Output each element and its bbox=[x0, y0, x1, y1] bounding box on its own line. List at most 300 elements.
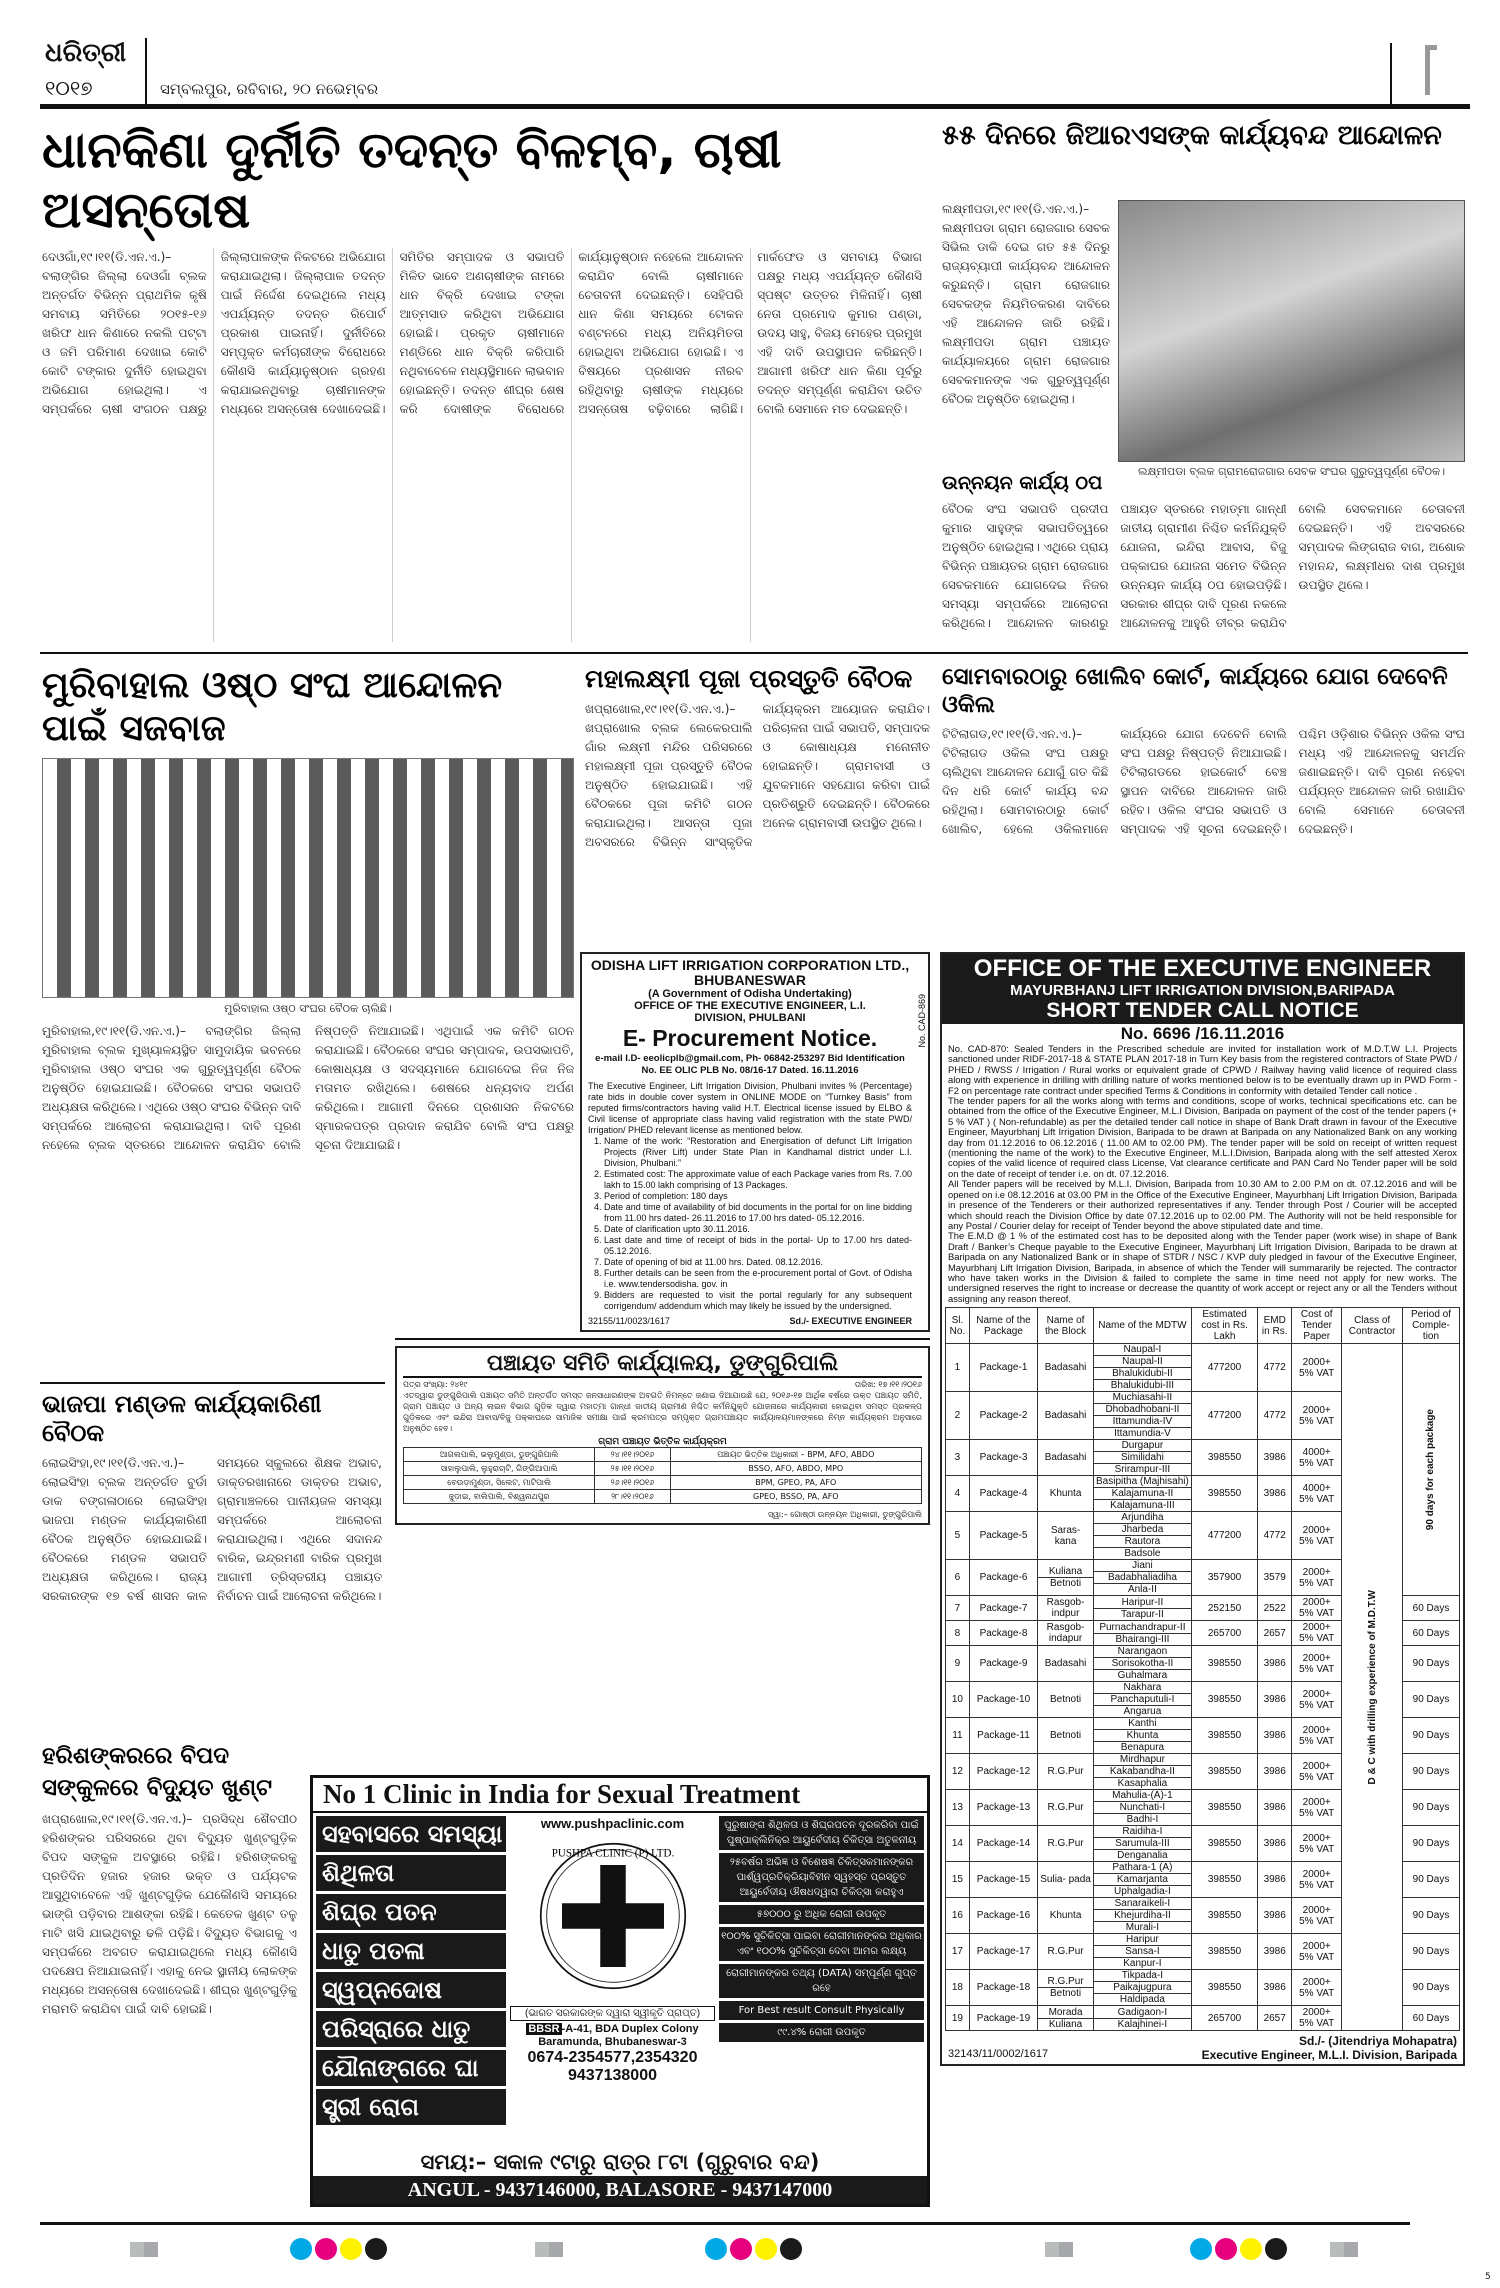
cell-sl: 8 bbox=[946, 1621, 970, 1646]
cell-sl: 7 bbox=[946, 1596, 970, 1621]
cell-paper: 2000+ 5% VAT bbox=[1292, 1934, 1342, 1970]
photo-caption-muribahal: ମୁରିବାହାଲ ଓଷ୍ଠ ସଂଘର ବୈଠକ ଚାଲିଛି। bbox=[224, 1002, 392, 1016]
clinic-headline: No 1 Clinic in India for Sexual Treatment bbox=[313, 1778, 927, 1813]
cell-mdtw bbox=[1094, 1826, 1192, 1862]
tender-paragraph: No. CAD-870: Sealed Tenders in the Prescribed schedule are invited for installation work of M.D.T.W L.I. Projects sanctioned under RIDF-2017-18 & STATE PLAN 2017-18 in Turn Key basis from the registered contractors of State PWD / PHED / RWSS / Irrigation / Rural works or equivalent grade of CPWD / Railway having valid licence of required class along with experience in drilling with drilling nature of works mentioned below is to be eventually drawn up in PWD Form - F2 on percentage rate contract under specified Terms & Conditions in conformity with detailed Tender call notice . bbox=[948, 1043, 1457, 1096]
table-cell: BSSO, AFO, ABDO, MPO bbox=[670, 1462, 921, 1476]
cell-block bbox=[1038, 1512, 1094, 1560]
mdtw-name: Mirdhapur bbox=[1119, 1754, 1165, 1766]
clinic-approved: (ଭାରତ ସରକାରଙ୍କ ଦ୍ୱାରା ସ୍ୱୀକୃତି ପ୍ରାପ୍ତ) bbox=[510, 2006, 715, 2021]
mdtw-name: Dhobadhobani-II bbox=[1094, 1403, 1191, 1415]
tender-paragraph: All Tender papers will be received by M.L.I. Division, Baripada from 10.30 AM to 2.00 P.M on dt. 07.12.2016 and will be opened on i.e 08.12.2016 at 03.00 PM in the Office of the Executive Engineer, Mayurbhanj Lift Irrigation Division, Baripada in presence of the Tenderers or their authorized representatives if any. Tender through Post / Courier will be accepted which should reach the Division Office by date 07.12.2016 up to 02.00 PM. The Authority will not be held responsible for any Postal / Courier delay for receipt of Tender beyond the above stipulated date and time. bbox=[948, 1178, 1457, 1231]
cell-emd: 4772 bbox=[1258, 1344, 1292, 1392]
cell-mdtw bbox=[1094, 1862, 1192, 1898]
mdtw-name: Haldipada bbox=[1094, 1993, 1191, 2005]
cell-block bbox=[1038, 1560, 1094, 1596]
cell-block bbox=[1038, 1862, 1094, 1898]
mdtw-name: Murali-I bbox=[1094, 1921, 1191, 1933]
yellow-dot bbox=[755, 2238, 777, 2260]
panchayat-body: ଏତଦ୍ୱାରା ଡୁଙ୍ଗୁରିପାଲି ପଞ୍ଚାୟତ ସମିତି ଅନ୍ତର୍ଗତ ସମସ୍ତ ଜନସାଧାରଣଙ୍କ ଅବଗତି ନିମନ୍ତେ ଜଣାଇ ଦିଆଯାଉଛି ଯେ, ୨୦୧୬-୧୭ ଆର୍ଥିକ ବର୍ଷରେ ଉକ୍ତ ପଞ୍ଚାୟତ ସମିତି, ଗ୍ରାମ ପଞ୍ଚାୟତ ଓ ଅନ୍ୟ ଲାଇନ ବିଭାଗ ଗୁଡ଼ିକ ଦ୍ୱାରା ମହାତ୍ମା ଗାନ୍ଧୀ ଜାତୀୟ ଗ୍ରାମୀଣ ନିଶ୍ଚିତ କର୍ମନିଯୁକ୍ତି ଯୋଜନାରେ କାର୍ଯ୍ୟକାରୀ ହୋଇଥିବା ସମସ୍ତ ପ୍ରକଳ୍ପ ଗୁଡ଼ିକରେ ଏବଂ ଇନ୍ଦିରା ଆବାସ/ବିଜୁ ପକ୍କାଘରେ ସାମାଜିକ ସମୀକ୍ଷା ପାଇଁ କ୍ରମପତ୍ର ସମ୍ପୃକ୍ତ ଗ୍ରାମପଞ୍ଚାୟତ କାର୍ଯ୍ୟାଳୟମାନଙ୍କରେ ନିମ୍ନ କାର୍ଯ୍ୟକ୍ରମ ଅନୁସାରେ ଅନୁଷ୍ଠିତ ହେବ। bbox=[403, 1391, 922, 1433]
mdtw-name: Benapura bbox=[1094, 1741, 1191, 1753]
cell-package: Package-19 bbox=[969, 2006, 1037, 2031]
mdtw-name: Paikajugpura bbox=[1094, 1981, 1191, 1993]
cell-package: Package-8 bbox=[969, 1621, 1037, 1646]
clinic-branches: ANGUL - 9437146000, BALASORE - 9437147000 bbox=[313, 2176, 927, 2204]
story-paddy bbox=[42, 120, 922, 642]
cell-mdtw bbox=[1094, 1934, 1192, 1970]
tender-designation: Executive Engineer, M.L.I. Division, Baripada bbox=[1201, 2048, 1457, 2063]
cell-package: Package-3 bbox=[969, 1440, 1037, 1476]
table-header: Name of the Block bbox=[1038, 1308, 1094, 1344]
block-name: R.G.Pur bbox=[1047, 1766, 1084, 1778]
table-cell: ବେଉଡ଼ାମୁଣ୍ଡା, ସିଲେଟ, ମାଟିପାଲି bbox=[404, 1476, 595, 1490]
yellow-dot bbox=[1240, 2238, 1262, 2260]
clinic-right-list bbox=[719, 1816, 924, 2146]
cell-paper: 2000+ 5% VAT bbox=[1292, 1512, 1342, 1560]
story-grs-left-column bbox=[942, 200, 1110, 495]
headline-muribahal: ମୁରିବାହାଲ ଓଷ୍ଠ ସଂଘ ଆନ୍ଦୋଳନ ପାଇଁ ସଜବାଜ bbox=[42, 665, 503, 750]
mdtw-name: Naupal-II bbox=[1094, 1355, 1191, 1367]
cyan-dot bbox=[705, 2238, 727, 2260]
cell-cost: 398550 bbox=[1191, 1440, 1257, 1476]
cell-cost: 477200 bbox=[1191, 1344, 1257, 1392]
mdtw-name: Pathara-1 (A) bbox=[1112, 1862, 1173, 1874]
mdtw-name: Ittamundia-IV bbox=[1094, 1415, 1191, 1427]
cell-period: 60 Days bbox=[1402, 2006, 1459, 2031]
mdtw-name: Sorisokotha-II bbox=[1094, 1657, 1191, 1669]
block-name: Rasgob- indpur bbox=[1046, 1597, 1085, 1620]
clinic-mobile: 9437138000 bbox=[568, 2067, 657, 2084]
black-dot bbox=[1265, 2238, 1287, 2260]
mdtw-name: Naupal-I bbox=[1123, 1344, 1162, 1356]
cell-emd: 2657 bbox=[1258, 1621, 1292, 1646]
mdtw-name: Kalajhinei-I bbox=[1094, 2018, 1191, 2030]
mdtw-name: Purnachandrapur-II bbox=[1099, 1621, 1186, 1633]
clinic-condition: ଶିଘ୍ର ପତନ bbox=[316, 1894, 506, 1930]
story-bjp bbox=[42, 1390, 382, 1720]
story-harishankar bbox=[42, 1740, 297, 2205]
cell-sl: 12 bbox=[946, 1754, 970, 1790]
registration-mark bbox=[535, 2242, 563, 2257]
tender-paragraph: The E.M.D @ 1 % of the estimated cost has to be deposited along with the Tender paper (work wise) in shape of Bank Draft / Banker’s Cheque payable to the Executive Engineer, Mayurbhanj Lift Irrigation Division, Baripada to be drawn at Baripada on any Nationalized Bank or in shape of STDR / NSC / KVP duly pledged in favour of the Executive Engineer, Mayurbhanj Lift Irrigation Division, Baripada, in absence of which the Tender will summararily be rejected. The contractor who have taken works in the Division & failed to complete the same in time need not apply for new works. The undersigned reserves the right to increase or decrease the quantity of work accept or reject any or all the Tenders without assigning any reason thereof. bbox=[948, 1230, 1457, 1304]
block-name: Betnoti bbox=[1038, 1987, 1093, 1999]
mdtw-name: Mahulia-(A)-1 bbox=[1112, 1790, 1173, 1802]
clinic-website: www.pushpaclinic.com bbox=[540, 1816, 685, 1831]
table-header: Name of the MDTW bbox=[1094, 1308, 1192, 1344]
cell-period: 90 Days bbox=[1402, 1826, 1459, 1862]
cell-mdtw bbox=[1094, 1512, 1192, 1560]
headline-harishankar-text: ହରିଶଙ୍କରରେ ବିପଦ ସଙ୍କୁଳରେ ବିଦ୍ୟୁତ ଖୁଣ୍ଟ bbox=[42, 1743, 273, 1801]
eproc-office: OFFICE OF THE EXECUTIVE ENGINEER, L.I. DIVISION, PHULBANI bbox=[634, 1000, 866, 1024]
panchayat-table bbox=[403, 1447, 922, 1504]
block-name: Badasahi bbox=[1044, 1410, 1087, 1422]
page-corner-mark bbox=[1425, 45, 1437, 95]
clinic-city-tag: BBSR bbox=[528, 2023, 560, 2035]
mdtw-name: Khunta bbox=[1094, 1729, 1191, 1741]
clinic-claim: ୯୯.୪% ରୋଗୀ ଉପକୃତ bbox=[719, 2023, 924, 2042]
black-dot bbox=[780, 2238, 802, 2260]
block-name: R.G.Pur bbox=[1047, 1838, 1084, 1850]
cell-sl: 13 bbox=[946, 1790, 970, 1826]
cell-mdtw bbox=[1094, 1646, 1192, 1682]
table-cell: ସାହାଲୁପାଲି, ଲୁହୁରାଚାଟି, ଗିଙ୍ଗିଆପାଲି bbox=[404, 1462, 595, 1476]
story-muribahal-body: ମୁରିବାହାଲ,୧୯।୧୧(ଡି.ଏନ.ଏ.)– ବଲାଙ୍ଗିର ଜିଲ୍ଲା ମୁରିବାହାଲ ବ୍ଲକ ମୁଖ୍ୟାଳୟସ୍ଥିତ ସାମୁଦାୟିକ ଭବନରେ ମୁରିବାହାଲ ଓଷ୍ଠ ସଂଘର ଏକ ଗୁରୁତ୍ୱପୂର୍ଣ୍ଣ ବୈଠକ ଅନୁଷ୍ଠିତ ହୋଇଯାଇଛି। ବୈଠକରେ ସଂଘର ସଭାପତି ଅଧ୍ୟକ୍ଷତା କରିଥିଲେ। ଏଥିରେ ଓଷ୍ଠ ସଂଘର ବିଭିନ୍ନ ଦାବି ସମ୍ପର୍କରେ ଆଲୋଚନା କରାଯାଇଥିଲା। ଦାବି ପୂରଣ ନହେଲେ ବ୍ଲକ ସ୍ତରରେ ଆନ୍ଦୋଳନ କରାଯିବ ବୋଲି ନିଷ୍ପତ୍ତି ନିଆଯାଇଛି। ଏଥିପାଇଁ ଏକ କମିଟି ଗଠନ କରାଯାଇଛି। ବୈଠକରେ ସଂଘର ସମ୍ପାଦକ, ଉପସଭାପତି, କୋଷାଧ୍ୟକ୍ଷ ଓ ସଦସ୍ୟମାନେ ଯୋଗଦେଇ ନିଜ ନିଜ ମତାମତ ରଖିଥିଲେ। ଶେଷରେ ଧନ୍ୟବାଦ ଅର୍ପଣ କରିଥିଲେ। ଆଗାମୀ ଦିନରେ ପ୍ରଶାସନ ନିକଟରେ ସ୍ମାରକପତ୍ର ପ୍ରଦାନ କରାଯିବ ବୋଲି ସଂଘ ପକ୍ଷରୁ ସୂଚନା ଦିଆଯାଇଛି। bbox=[42, 1024, 574, 1153]
cell-block bbox=[1038, 1898, 1094, 1934]
cell-sl: 17 bbox=[946, 1934, 970, 1970]
cell-mdtw bbox=[1094, 1790, 1192, 1826]
clinic-phones: 0674-2354577,2354320 bbox=[527, 2049, 698, 2066]
tender-header bbox=[942, 954, 1463, 1024]
cell-paper: 2000+ 5% VAT bbox=[1292, 1862, 1342, 1898]
table-cell: ୨୪।୧୧।୨୦୧୬ bbox=[595, 1448, 670, 1462]
cell-paper: 2000+ 5% VAT bbox=[1292, 1560, 1342, 1596]
table-cell: BPM, GPEO, PA, AFO bbox=[670, 1476, 921, 1490]
headline-court: ସୋମବାରଠାରୁ ଖୋଲିବ କୋର୍ଟ, କାର୍ଯ୍ୟରେ ଯୋଗ ଦେବେନି ଓକିଲ bbox=[942, 664, 1448, 718]
mdtw-name: Sanaraikeli-I bbox=[1114, 1898, 1171, 1910]
clinic-logo-text: PUSHPA CLINIC (P) LTD. bbox=[551, 1847, 674, 1860]
cell-cost: 398550 bbox=[1191, 1646, 1257, 1682]
mdtw-name: Kamarjanta bbox=[1094, 1873, 1191, 1885]
magenta-dot bbox=[1215, 2238, 1237, 2260]
black-dot bbox=[365, 2238, 387, 2260]
cell-paper: 2000+ 5% VAT bbox=[1292, 1621, 1342, 1646]
cell-package: Package-10 bbox=[969, 1682, 1037, 1718]
paper-logo: ଧରିତ୍ରୀ bbox=[45, 38, 127, 68]
cell-cost: 477200 bbox=[1191, 1392, 1257, 1440]
photo-grs-meeting bbox=[1118, 200, 1465, 462]
panchayat-letter-no: ପତ୍ର ସଂଖ୍ୟା: ୨୪୧୯ bbox=[403, 1380, 468, 1389]
cell-period: 60 Days bbox=[1402, 1621, 1459, 1646]
block-name: Kuliana bbox=[1048, 1566, 1083, 1578]
cell-period: 60 Days bbox=[1402, 1596, 1459, 1621]
mdtw-name: Sansa-I bbox=[1094, 1945, 1191, 1957]
table-header: Sl. No. bbox=[946, 1308, 970, 1344]
tender-sign: Sd./- (Jitendriya Mohapatra) bbox=[1298, 2034, 1457, 2049]
cell-paper: 2000+ 5% VAT bbox=[1292, 1682, 1342, 1718]
cell-package: Package-6 bbox=[969, 1560, 1037, 1596]
cell-mdtw bbox=[1094, 1682, 1192, 1718]
table-cell: ପଞ୍ଚାୟତ ଭିତ୍ତିକ ଅଧିକାରୀ – BPM, AFO, ABDO bbox=[670, 1448, 921, 1462]
cyan-dot bbox=[1190, 2238, 1212, 2260]
mdtw-name: Badhi-I bbox=[1094, 1813, 1191, 1825]
block-name: Khunta bbox=[1049, 1910, 1082, 1922]
eproc-intro: The Executive Engineer, Lift Irrigation Division, Phulbani invites % (Percentage) rate bids in double cover system in ONLINE MODE on “Turnkey Basis” from reputed firms/contractors having valid H.T. Electrical license issued by ELBO & Civil license of appropriate class having valid registration with the state PWD/ Irrigation/ PHED relevant license as mentioned below. bbox=[588, 1081, 912, 1135]
block-name: Betnoti bbox=[1038, 1577, 1093, 1589]
mdtw-name: Anla-II bbox=[1094, 1583, 1191, 1595]
mdtw-name: Sarumula-III bbox=[1094, 1837, 1191, 1849]
table-header: Name of the Package bbox=[969, 1308, 1037, 1344]
cell-paper: 2000+ 5% VAT bbox=[1292, 1898, 1342, 1934]
tender-paragraphs bbox=[942, 1044, 1463, 1304]
table-row bbox=[946, 1344, 1460, 1392]
mdtw-name: Denganalia bbox=[1094, 1849, 1191, 1861]
cell-block bbox=[1038, 1646, 1094, 1682]
mdtw-name: Kakabandha-II bbox=[1094, 1765, 1191, 1777]
cell-package: Package-14 bbox=[969, 1826, 1037, 1862]
block-name: Betnoti bbox=[1049, 1730, 1082, 1742]
table-header: Cost of Tender Paper bbox=[1292, 1308, 1342, 1344]
cell-sl: 16 bbox=[946, 1898, 970, 1934]
cell-cost: 398550 bbox=[1191, 1790, 1257, 1826]
cell-sl: 14 bbox=[946, 1826, 970, 1862]
cell-emd: 2522 bbox=[1258, 1596, 1292, 1621]
tender-division: MAYURBHANJ LIFT IRRIGATION DIVISION,BARIPADA bbox=[1010, 982, 1395, 999]
clinic-condition: ସ୍ୱପ୍ନଦୋଷ bbox=[316, 1972, 506, 2008]
block-name: Saras- kana bbox=[1050, 1524, 1081, 1547]
mdtw-name: Guhalmara bbox=[1094, 1669, 1191, 1681]
story-court-body: ଟିଟିଲାଗଡ,୧୯।୧୧(ଡି.ଏନ.ଏ.)– ଟିଟିଲାଗଡ ଓକିଲ ସଂଘ ପକ୍ଷରୁ ଚାଲିଥିବା ଆନ୍ଦୋଳନ ଯୋଗୁଁ ଗତ କିଛି ଦିନ ଧରି କୋର୍ଟ କାର୍ଯ୍ୟ ବନ୍ଦ ରହିଥିଲା। ସୋମବାରଠାରୁ କୋର୍ଟ ଖୋଲିବ, ହେଲେ ଓକିଲମାନେ କାର୍ଯ୍ୟରେ ଯୋଗ ଦେବେନି ବୋଲି ସଂଘ ପକ୍ଷରୁ ନିଷ୍ପତ୍ତି ନିଆଯାଇଛି। ଟିଟିଲାଗଡରେ ହାଇକୋର୍ଟ ବେଞ୍ଚ ସ୍ଥାପନ ଦାବିରେ ଆନ୍ଦୋଳନ ଜାରି ରହିବ। ଓକିଲ ସଂଘର ସଭାପତି ଓ ସମ୍ପାଦକ ଏହି ସୂଚନା ଦେଇଛନ୍ତି। ପଶ୍ଚିମ ଓଡ଼ିଶାର ବିଭିନ୍ନ ଓକିଲ ସଂଘ ମଧ୍ୟ ଏହି ଆନ୍ଦୋଳନକୁ ସମର୍ଥନ ଜଣାଇଛନ୍ତି। ଦାବି ପୂରଣ ନହେବା ପର୍ଯ୍ୟନ୍ତ ଆନ୍ଦୋଳନ ଜାରି ରଖାଯିବ ବୋଲି ସେମାନେ ଚେତାବନୀ ଦେଇଛନ୍ତି। bbox=[942, 727, 1465, 837]
clinic-condition: ଶିଥିଳତା bbox=[316, 1855, 506, 1891]
cell-emd: 3986 bbox=[1258, 1476, 1292, 1512]
clinic-claim: ପୁରୁଷାଙ୍ଗ ଶିଥିଳତା ଓ ଶିଘ୍ରପତନ ଦୂରକରିବା ପାଇଁ ପୁଷ୍ପାକ୍ଲିନିକ୍‌ର ଆୟୁର୍ବେଦୀୟ ଚିକିତ୍ସା ଅତୁଳନୀୟ bbox=[719, 1816, 924, 1850]
mdtw-name: Badsole bbox=[1094, 1547, 1191, 1559]
story-bjp-body: ଲୋଇସିଂହା,୧୯।୧୧(ଡି.ଏନ.ଏ.)– ଲୋଇସିଂହା ବ୍ଲକ ଅନ୍ତର୍ଗତ ବୁର୍ଡା ଡାକ ବଙ୍ଗଳାଠାରେ ଲୋଇସିଂହା ଭାଜପା ମଣ୍ଡଳ କାର୍ଯ୍ୟକାରିଣୀ ବୈଠକ ଅନୁଷ୍ଠିତ ହୋଇଯାଇଛି। ବୈଠକରେ ମଣ୍ଡଳ ସଭାପତି ଅଧ୍ୟକ୍ଷତା କରିଥିଲେ। ରାଜ୍ୟ ସରକାରଙ୍କ ୧୭ ବର୍ଷ ଶାସନ କାଳ ସମୟରେ ସ୍କୁଲରେ ଶିକ୍ଷକ ଅଭାବ, ଡାକ୍ତରଖାନାରେ ଡାକ୍ତର ଅଭାବ, ଗ୍ରାମାଞ୍ଚଳରେ ପାନୀୟଜଳ ସମସ୍ୟା ସମ୍ପର୍କରେ ଆଲୋଚନା କରାଯାଇଥିଲା। ଏଥିରେ ସଦାନନ୍ଦ ବାରିକ, ଇନ୍ଦ୍ରମଣୀ ବାରିକ ପ୍ରମୁଖ ଆଗାମୀ ତ୍ରିସ୍ତରୀୟ ପଞ୍ଚାୟତ ନିର୍ବାଚନ ପାଇଁ ଆଲୋଚନା କରିଥିଲେ। bbox=[42, 1455, 382, 1603]
cell-sl: 4 bbox=[946, 1476, 970, 1512]
block-name: Badasahi bbox=[1044, 1362, 1087, 1374]
table-cell: GPEO, BSSO, PA, AFO bbox=[670, 1490, 921, 1504]
mdtw-name: Rautora bbox=[1094, 1535, 1191, 1547]
cell-block bbox=[1038, 1344, 1094, 1392]
tender-ref: 32143/11/0002/1617 bbox=[948, 2048, 1049, 2061]
table-cell: ୨୬।୧୧।୨୦୧୬ bbox=[595, 1476, 670, 1490]
cell-emd: 3986 bbox=[1258, 1682, 1292, 1718]
cell-block bbox=[1038, 1682, 1094, 1718]
mdtw-name: Jharbeda bbox=[1094, 1523, 1191, 1535]
registration-mark bbox=[1045, 2242, 1073, 2257]
cell-cost: 398550 bbox=[1191, 1934, 1257, 1970]
eprocurement-notice bbox=[580, 952, 930, 1332]
cell-block bbox=[1038, 1440, 1094, 1476]
mdtw-name: Nakhara bbox=[1123, 1682, 1162, 1694]
cell-cost: 398550 bbox=[1191, 1476, 1257, 1512]
cell-cost: 398550 bbox=[1191, 1718, 1257, 1754]
cell-paper: 2000+ 5% VAT bbox=[1292, 1718, 1342, 1754]
folio: 5 bbox=[1485, 2272, 1491, 2282]
table-header: Estimated cost in Rs. Lakh bbox=[1191, 1308, 1257, 1344]
tender-title: OFFICE OF THE EXECUTIVE ENGINEER bbox=[973, 955, 1432, 982]
clinic-claim: ୫୭୦୦୦ ରୁ ଅଧିକ ରୋଗୀ ଉପକୃତ bbox=[719, 1905, 924, 1924]
registration-mark bbox=[1330, 2242, 1358, 2257]
headline-harishankar bbox=[42, 1740, 297, 1804]
cell-mdtw bbox=[1094, 1970, 1192, 2006]
cell-sl: 19 bbox=[946, 2006, 970, 2031]
cell-cost: 252150 bbox=[1191, 1596, 1257, 1621]
page-number: ୧୦୧୭ bbox=[45, 76, 93, 100]
mdtw-name: Tikpada-I bbox=[1121, 1970, 1164, 1982]
clinic-advertisement bbox=[310, 1775, 930, 2207]
eproc-item: 5. Date of clarification upto 30.11.2016. bbox=[604, 1224, 912, 1235]
cell-sl: 11 bbox=[946, 1718, 970, 1754]
table-cell: ୨୫।୧୧।୨୦୧୬ bbox=[595, 1462, 670, 1476]
clinic-timing: ସମୟ:– ସକାଳ ୯ଟାରୁ ରାତ୍ର ୮ଟା (ଗୁରୁବାର ବନ୍ଦ) bbox=[420, 2150, 820, 2174]
mdtw-name: Haripur-II bbox=[1121, 1596, 1164, 1608]
cell-sl: 5 bbox=[946, 1512, 970, 1560]
cell-sl: 15 bbox=[946, 1862, 970, 1898]
mdtw-name: Gadigaon-I bbox=[1117, 2006, 1168, 2018]
block-name: Kuliana bbox=[1038, 2018, 1093, 2030]
mdtw-name: Haripur bbox=[1126, 1934, 1159, 1946]
cell-period: 90 Days bbox=[1402, 1718, 1459, 1754]
story-mahalaxmi-body: ଖପ୍ରାଖୋଲ,୧୯।୧୧(ଡି.ଏନ.ଏ.)– ଖପ୍ରାଖୋଲ ବ୍ଲକ ଲେକେରପାଲି ଗାଁର ଲକ୍ଷ୍ମୀ ମନ୍ଦିର ପରିସରରେ ମହାଲକ୍ଷ୍ମୀ ପୂଜା ପ୍ରସ୍ତୁତି ବୈଠକ ଅନୁଷ୍ଠିତ ହୋଇଯାଇଛି। ଏହି ବୈଠକରେ ପୂଜା କମିଟି ଗଠନ କରାଯାଇଥିଲା। ଆସନ୍ତା ପୂଜା ଅବସରରେ ବିଭିନ୍ନ ସାଂସ୍କୃତିକ କାର୍ଯ୍ୟକ୍ରମ ଆୟୋଜନ କରାଯିବ। ପରିଚାଳନା ପାଇଁ ସଭାପତି, ସମ୍ପାଦକ ଓ କୋଷାଧ୍ୟକ୍ଷ ମନୋନୀତ ହୋଇଛନ୍ତି। ଗ୍ରାମବାସୀ ଓ ଯୁବକମାନେ ସହଯୋଗ କରିବା ପାଇଁ ପ୍ରତିଶ୍ରୁତି ଦେଇଛନ୍ତି। ବୈଠକରେ ଅନେକ ଗ୍ରାମବାସୀ ଉପସ୍ଥିତ ଥିଲେ। bbox=[585, 702, 930, 849]
cmyk-dots bbox=[1190, 2238, 1290, 2264]
cell-mdtw bbox=[1094, 1344, 1192, 1392]
cmyk-dots bbox=[290, 2238, 390, 2264]
block-name: Rasgob- indapur bbox=[1046, 1622, 1085, 1645]
cell-period: 90 Days bbox=[1402, 1898, 1459, 1934]
cell-emd: 3986 bbox=[1258, 1862, 1292, 1898]
cell-cost: 398550 bbox=[1191, 1826, 1257, 1862]
table-cell: ଆଗଲପାଲି, ଭଲୁମୁଣ୍ଡା, ଡୁଙ୍ଗୁରିପାଲି bbox=[404, 1448, 595, 1462]
table-row bbox=[404, 1462, 922, 1476]
cell-package: Package-15 bbox=[969, 1862, 1037, 1898]
table-header: Class of Contractor bbox=[1342, 1308, 1403, 1344]
cell-mdtw bbox=[1094, 1440, 1192, 1476]
cell-package: Package-4 bbox=[969, 1476, 1037, 1512]
clinic-condition: ପରିସ୍ରାରେ ଧାତୁ bbox=[316, 2011, 506, 2047]
cell-block bbox=[1038, 1754, 1094, 1790]
table-header: Period of Comple- tion bbox=[1402, 1308, 1459, 1344]
clinic-condition: ଧାତୁ ପତଳା bbox=[316, 1933, 506, 1969]
mdtw-name: Muchiasahi-II bbox=[1112, 1392, 1173, 1404]
eproc-item: 1. Name of the work: “Restoration and Energisation of defunct Lift Irrigation Projects (River Lift) under State Plan in Kandhamal district under L.I. Division, Phulbani.” bbox=[604, 1136, 912, 1169]
story-court bbox=[942, 664, 1465, 946]
cell-emd: 3986 bbox=[1258, 1718, 1292, 1754]
clinic-center bbox=[510, 1816, 715, 2146]
block-name: R.G.Pur bbox=[1047, 1946, 1084, 1958]
clinic-cross-logo bbox=[528, 1831, 698, 2001]
eproc-item: 6. Last date and time of receipt of bids in the portal- Up to 17.00 hrs dated- 05.12.2016. bbox=[604, 1235, 912, 1257]
cell-sl: 18 bbox=[946, 1970, 970, 2006]
cell-paper: 2000+ 5% VAT bbox=[1292, 1596, 1342, 1621]
mdtw-name: Panchaputuli-I bbox=[1094, 1693, 1191, 1705]
mdtw-name: Khejurdiha-II bbox=[1094, 1909, 1191, 1921]
yellow-dot bbox=[340, 2238, 362, 2260]
cell-cost: 265700 bbox=[1191, 2006, 1257, 2031]
headline-paddy: ଧାନକିଣା ଦୁର୍ନୀତି ତଦନ୍ତ ବିଳମ୍ବ, ଚାଷୀ ଅସନ୍ତୋଷ bbox=[42, 121, 782, 239]
magenta-dot bbox=[730, 2238, 752, 2260]
eproc-item: 8. Further details can be seen from the e-procurement portal of Govt. of Odisha i.e. www.tendersodisha. gov. in bbox=[604, 1268, 912, 1290]
cell-paper: 2000+ 5% VAT bbox=[1292, 1826, 1342, 1862]
cell-mdtw bbox=[1094, 1718, 1192, 1754]
eproc-item: 4. Date and time of availability of bid documents in the portal for on line bidding from 11.00 hrs dated- 26.11.2016 to 17.00 hrs dated- 05.12.2016. bbox=[604, 1202, 912, 1224]
block-name: Betnoti bbox=[1049, 1694, 1082, 1706]
cell-period: 90 Days bbox=[1402, 1790, 1459, 1826]
cell-package: Package-12 bbox=[969, 1754, 1037, 1790]
cell-sl: 2 bbox=[946, 1392, 970, 1440]
cell-block bbox=[1038, 1476, 1094, 1512]
table-header: EMD in Rs. bbox=[1258, 1308, 1292, 1344]
cell-emd: 3986 bbox=[1258, 1754, 1292, 1790]
mdtw-name: Kanthi bbox=[1128, 1718, 1157, 1730]
mdtw-name: Jiani bbox=[1132, 1560, 1153, 1572]
cell-sl: 1 bbox=[946, 1344, 970, 1392]
mdtw-name: Kasaphalia bbox=[1094, 1777, 1191, 1789]
cell-emd: 2657 bbox=[1258, 2006, 1292, 2031]
story-grs-head bbox=[942, 120, 1465, 198]
clinic-address: -A-41, BDA Duplex Colony Baramunda, Bhubaneswar-3 bbox=[538, 2023, 699, 2048]
cell-cost: 398550 bbox=[1191, 1898, 1257, 1934]
mdtw-name: Kalajamuna-II bbox=[1094, 1487, 1191, 1499]
period-merged-text: 90 days for each package bbox=[1425, 1409, 1437, 1531]
cell-paper: 2000+ 5% VAT bbox=[1292, 2006, 1342, 2031]
cell-package: Package-7 bbox=[969, 1596, 1037, 1621]
tender-paragraph: The tender papers for all the works along with terms and conditions, scope of works, technical specifications etc. can be obtained from the office of the Executive Engineer, M.L.I Division, Baripada on payment of the cost of the tender papers (+ 5 % VAT ) ( Non-refundable) as per the detailed tender call notice in shape of Bank Draft drawn in favour of the Executive Engineer, Mayurbhanj Lift Irrigation Division, Baripada to be drawn at Baripada on any Nationalized Bank on any working day from 01.12.2016 to 06.12.2016 ( 11.00 AM to 02.00 PM). The tender paper will be sold on receipt of written request (mentioning the name of the work) to the Executive Engineer, M.L.I.Division, Baripada along with the self attested Xerox copies of the valid licence of required class License, Vat clearance certificate and PAN Card No Tender paper will be sold on the date of receipt of tender i.e. on dt. 07.12.2016. bbox=[948, 1095, 1457, 1179]
mdtw-name: Nunchati-I bbox=[1094, 1801, 1191, 1813]
mdtw-name: Uphalgadia-I bbox=[1094, 1885, 1191, 1897]
cell-mdtw bbox=[1094, 2006, 1192, 2031]
eproc-ref: 32155/11/0023/1617 bbox=[588, 1316, 670, 1326]
masthead bbox=[40, 38, 1470, 110]
mdtw-name: Angarua bbox=[1094, 1705, 1191, 1717]
eproc-org: ODISHA LIFT IRRIGATION CORPORATION LTD., BHUBANESWAR bbox=[590, 957, 910, 988]
cell-package: Package-18 bbox=[969, 1970, 1037, 2006]
cell-paper: 2000+ 5% VAT bbox=[1292, 1344, 1342, 1392]
mdtw-name: Raidiha-I bbox=[1122, 1826, 1163, 1838]
clinic-left-list bbox=[316, 1816, 506, 2146]
cell-emd: 3986 bbox=[1258, 1898, 1292, 1934]
cell-package: Package-9 bbox=[969, 1646, 1037, 1682]
cell-package: Package-17 bbox=[969, 1934, 1037, 1970]
headline-grs: ୫୫ ଦିନରେ ଜିଆରଏସଙ୍କ କାର୍ଯ୍ୟବନ୍ଦ ଆନ୍ଦୋଳନ bbox=[942, 120, 1442, 151]
clinic-condition: ସ୍ତ୍ରୀ ରୋଗ bbox=[316, 2089, 506, 2125]
headline-bjp: ଭାଜପା ମଣ୍ଡଳ କାର୍ଯ୍ୟକାରିଣୀ ବୈଠକ bbox=[42, 1390, 322, 1447]
cell-mdtw bbox=[1094, 1392, 1192, 1440]
cyan-dot bbox=[290, 2238, 312, 2260]
mdtw-name: Arjundiha bbox=[1121, 1512, 1164, 1524]
mdtw-name: Kanpur-I bbox=[1094, 1957, 1191, 1969]
cell-paper: 4000+ 5% VAT bbox=[1292, 1440, 1342, 1476]
cell-cost: 357900 bbox=[1191, 1560, 1257, 1596]
eproc-side-no: No. CAD-869 bbox=[917, 994, 927, 1048]
cell-paper: 4000+ 5% VAT bbox=[1292, 1476, 1342, 1512]
cell-emd: 3986 bbox=[1258, 1790, 1292, 1826]
eproc-item: 3. Period of completion: 180 days bbox=[604, 1191, 912, 1202]
dateline: ସମ୍ବଲପୁର, ରବିବାର, ୨୦ ନଭେମ୍ବର bbox=[160, 80, 379, 98]
cell-block bbox=[1038, 1392, 1094, 1440]
cell-block bbox=[1038, 2006, 1094, 2031]
cell-period: 90 Days bbox=[1402, 1970, 1459, 2006]
table-cell: ୨୮।୧୧।୨୦୧୬ bbox=[595, 1490, 670, 1504]
cell-package: Package-1 bbox=[969, 1344, 1037, 1392]
cell-paper: 2000+ 5% VAT bbox=[1292, 1392, 1342, 1440]
block-name: Badasahi bbox=[1044, 1658, 1087, 1670]
cell-package: Package-16 bbox=[969, 1898, 1037, 1934]
cell-period: 90 Days bbox=[1402, 1754, 1459, 1790]
story-grs-body-bottom: ବୈଠକ ସଂଘ ସଭାପତି ପ୍ରଦୀପ କୁମାର ସାହୁଙ୍କ ସଭାପତିତ୍ୱରେ ଅନୁଷ୍ଠିତ ହୋଇଥିଲା। ଏଥିରେ ପ୍ରାୟ ବିଭିନ୍ନ ପଞ୍ଚାୟତର ଗ୍ରାମ ରୋଜଗାର ସେବକମାନେ ଯୋଗଦେଇ ନିଜର ସମସ୍ୟା ସମ୍ପର୍କରେ ଆଲୋଚନା କରିଥିଲେ। ଆନ୍ଦୋଳନ କାରଣରୁ ପଞ୍ଚାୟତ ସ୍ତରରେ ମହାତ୍ମା ଗାନ୍ଧୀ ଜାତୀୟ ଗ୍ରାମୀଣ ନିଶ୍ଚିତ କର୍ମନିଯୁକ୍ତି ଯୋଜନା, ଇନ୍ଦିରା ଆବାସ, ବିଜୁ ପକ୍କାଘର ଯୋଜନା ସମେତ ବିଭିନ୍ନ ଉନ୍ନୟନ କାର୍ଯ୍ୟ ଠପ ହୋଇପଡ଼ିଛି। ସରକାର ଶୀଘ୍ର ଦାବି ପୂରଣ ନକଲେ ଆନ୍ଦୋଳନକୁ ଆହୁରି ତୀବ୍ର କରାଯିବ ବୋଲି ସେବକମାନେ ଚେତାବନୀ ଦେଇଛନ୍ତି। ଏହି ଅବସରରେ ସମ୍ପାଦକ ଲିଙ୍ଗରାଜ ବାଗ, ଅଶୋକ ମହାନନ୍ଦ, ଲକ୍ଷ୍ମୀଧର ଦାଶ ପ୍ରମୁଖ ଉପସ୍ଥିତ ଥିଲେ। bbox=[942, 502, 1465, 630]
cell-package: Package-13 bbox=[969, 1790, 1037, 1826]
magenta-dot bbox=[315, 2238, 337, 2260]
clinic-condition: ସହବାସରେ ସମସ୍ୟା bbox=[316, 1816, 506, 1852]
clinic-condition: ଯୌନାଙ୍ଗରେ ଘା bbox=[316, 2050, 506, 2086]
mdtw-name: Srirampur-III bbox=[1094, 1463, 1191, 1475]
cell-mdtw bbox=[1094, 1476, 1192, 1512]
registration-mark bbox=[130, 2242, 158, 2257]
cell-cost: 398550 bbox=[1191, 1754, 1257, 1790]
clinic-claim: ୧୦୦% ସୁଚିକିତ୍ସା ପାଇବା ରୋଗୀମାନଙ୍କର ଅଧିକାର ଏବଂ ୧୦୦% ସୁଚିକିତ୍ସା ଦେବା ଆମର ଲକ୍ଷ୍ୟ bbox=[719, 1927, 924, 1961]
photo-caption-grs: ଲକ୍ଷ୍ମୀପଡା ବ୍ଲକ ଗ୍ରାମରୋଜଗାର ସେବକ ସଂଘର ଗୁରୁତ୍ୱପୂର୍ଣ୍ଣ ବୈଠକ। bbox=[1137, 465, 1446, 478]
eproc-item: 9. Bidders are requested to visit the portal regularly for any subsequent corrigendum/ addendum which may likely be issued by the undersigned. bbox=[604, 1290, 912, 1312]
eproc-item: 7. Date of opening of bid at 11.00 hrs. Dated. 08.12.2016. bbox=[604, 1257, 912, 1268]
mdtw-name: Tarapur-II bbox=[1094, 1608, 1191, 1620]
mdtw-name: Ittamundia-V bbox=[1094, 1427, 1191, 1439]
cell-cost: 398550 bbox=[1191, 1862, 1257, 1898]
story-paddy-body: ଦେଓଗାଁ,୧୯।୧୧(ଡି.ଏନ.ଏ.)– ବଲାଙ୍ଗିର ଜିଲ୍ଲା ଦେଓଗାଁ ବ୍ଲକ ଅନ୍ତର୍ଗତ ବିଭିନ୍ନ ପ୍ରାଥମିକ କୃଷି ସମବାୟ ସମିତିରେ ୨୦୧୫-୧୬ ଖରିଫ ଧାନ କିଣାରେ ନକଲି ପଟ୍ଟା ଓ ଜମି ପରିମାଣ ଦେଖାଇ କୋଟି କୋଟି ଟଙ୍କାର ଦୁର୍ନୀତି ହୋଇଥିବା ଅଭିଯୋଗ ହୋଇଥିଲା। ଏ ସମ୍ପର୍କରେ ଚାଷୀ ସଂଗଠନ ପକ୍ଷରୁ ଜିଲ୍ଲାପାଳଙ୍କ ନିକଟରେ ଅଭିଯୋଗ କରାଯାଇଥିଲା। ଜିଲ୍ଲାପାଳ ତଦନ୍ତ ପାଇଁ ନିର୍ଦ୍ଦେଶ ଦେଇଥିଲେ ମଧ୍ୟ ଏପର୍ଯ୍ୟନ୍ତ ତଦନ୍ତ ରିପୋର୍ଟ ପ୍ରକାଶ ପାଇନାହିଁ। ଦୁର୍ନୀତିରେ ସମ୍ପୃକ୍ତ କର୍ମଚାରୀଙ୍କ ବିରୋଧରେ କୌଣସି କାର୍ଯ୍ୟାନୁଷ୍ଠାନ ଗ୍ରହଣ କରାଯାଇନଥିବାରୁ ଚାଷୀମାନଙ୍କ ମଧ୍ୟରେ ଅସନ୍ତୋଷ ଦେଖାଦେଇଛି। ସମିତିର ସମ୍ପାଦକ ଓ ସଭାପତି ମିଳିତ ଭାବେ ଅଣଚାଷୀଙ୍କ ନାମରେ ଧାନ ବିକ୍ରି ଦେଖାଇ ଟଙ୍କା ଆତ୍ମସାତ କରିଥିବା ଅଭିଯୋଗ ହୋଇଛି। ପ୍ରକୃତ ଚାଷୀମାନେ ମଣ୍ଡିରେ ଧାନ ବିକ୍ରି କରିପାରି ନଥିବାବେଳେ ମଧ୍ୟସ୍ଥିମାନେ ଲାଭବାନ ହୋଇଛନ୍ତି। ତଦନ୍ତ ଶୀଘ୍ର ଶେଷ କରି ଦୋଷୀଙ୍କ ବିରୋଧରେ କାର୍ଯ୍ୟାନୁଷ୍ଠାନ ନହେଲେ ଆନ୍ଦୋଳନ କରାଯିବ ବୋଲି ଚାଷୀମାନେ ଚେତାବନୀ ଦେଇଛନ୍ତି। ସେହିପରି ଧାନ କିଣା ସମୟରେ ଟୋକନ ବଣ୍ଟନରେ ମଧ୍ୟ ଅନିୟମିତତା ହୋଇଥିବା ଅଭିଯୋଗ ହୋଇଛି। ଏ ବିଷୟରେ ପ୍ରଶାସନ ନୀରବ ରହିଥିବାରୁ ଚାଷୀଙ୍କ ମଧ୍ୟରେ ଅସନ୍ତୋଷ ବଢ଼ିବାରେ ଲାଗିଛି। ମାର୍କଫେଡ ଓ ସମବାୟ ବିଭାଗ ପକ୍ଷରୁ ମଧ୍ୟ ଏପର୍ଯ୍ୟନ୍ତ କୌଣସି ସ୍ପଷ୍ଟ ଉତ୍ତର ମିଳିନାହିଁ। ଚାଷୀ ନେତା ପ୍ରମୋଦ କୁମାର ପଣ୍ଡା, ଉଦୟ ସାହୁ, ବିଜୟ ମେହେର ପ୍ରମୁଖ ଏହି ଦାବି ଉପସ୍ଥାପନ କରିଛନ୍ତି। ଆଗାମୀ ଖରିଫ ଧାନ କିଣା ପୂର୍ବରୁ ତଦନ୍ତ ସମ୍ପୂର୍ଣ୍ଣ କରାଯିବା ଉଚିତ ବୋଲି ସେମାନେ ମତ ଦେଇଛନ୍ତି। bbox=[42, 250, 922, 416]
cell-emd: 3986 bbox=[1258, 1646, 1292, 1682]
block-name: Khunta bbox=[1049, 1488, 1082, 1500]
eproc-title: E- Procurement Notice. bbox=[622, 1025, 878, 1051]
mdtw-name: Bhairangi-III bbox=[1094, 1633, 1191, 1645]
cell-block bbox=[1038, 1826, 1094, 1862]
